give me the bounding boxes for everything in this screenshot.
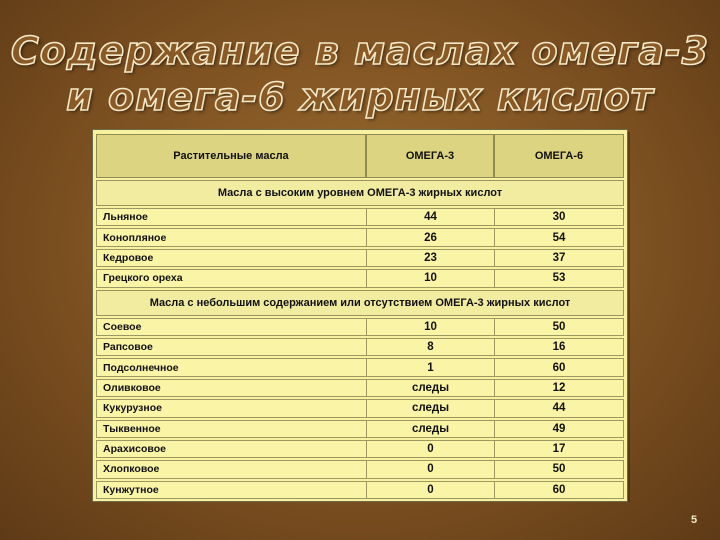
oil-name-cell: Хлопковое (96, 460, 366, 478)
table-row (96, 208, 624, 226)
omega3-cell: 1 (366, 358, 494, 376)
oil-name-cell: Рапсовое (96, 338, 366, 356)
table-row (96, 460, 624, 478)
omega6-cell: 60 (494, 358, 624, 376)
group-header-row (96, 180, 624, 206)
omega3-cell: 10 (366, 269, 494, 287)
table-row (96, 269, 624, 287)
header-oils: Растительные масла (96, 134, 366, 178)
table-row (96, 379, 624, 397)
oil-name-cell: Конопляное (96, 228, 366, 246)
omega6-cell: 50 (494, 460, 624, 478)
omega3-cell: 0 (366, 440, 494, 458)
oil-name-cell: Тыквенное (96, 420, 366, 438)
group-label: Масла с небольшим содержанием или отсутствием ОМЕГА-3 жирных кислот (96, 290, 624, 316)
omega6-cell: 54 (494, 228, 624, 246)
omega3-cell: 44 (366, 208, 494, 226)
table-row (96, 228, 624, 246)
omega3-cell: следы (366, 379, 494, 397)
omega6-cell: 37 (494, 249, 624, 267)
table-row (96, 399, 624, 417)
oil-name-cell: Подсолнечное (96, 358, 366, 376)
omega6-cell: 50 (494, 318, 624, 336)
omega-table (96, 132, 624, 501)
omega6-cell: 53 (494, 269, 624, 287)
table-row (96, 440, 624, 458)
title-line-2: и омега-6 жирных кислот (66, 75, 654, 119)
omega3-cell: 26 (366, 228, 494, 246)
table-row (96, 249, 624, 267)
oil-name-cell: Кукурузное (96, 399, 366, 417)
table-row (96, 338, 624, 356)
table-row (96, 420, 624, 438)
omega3-cell: 10 (366, 318, 494, 336)
oil-name-cell: Соевое (96, 318, 366, 336)
omega6-cell: 30 (494, 208, 624, 226)
omega6-cell: 60 (494, 481, 624, 499)
omega3-cell: 0 (366, 460, 494, 478)
title-line-1: Содержание в маслах омега-3 (10, 29, 710, 73)
table-row (96, 481, 624, 499)
omega6-cell: 12 (494, 379, 624, 397)
omega3-cell: следы (366, 399, 494, 417)
omega6-cell: 17 (494, 440, 624, 458)
omega6-cell: 16 (494, 338, 624, 356)
header-row (96, 134, 624, 178)
oil-name-cell: Грецкого ореха (96, 269, 366, 287)
oil-name-cell: Кунжутное (96, 481, 366, 499)
omega3-cell: 23 (366, 249, 494, 267)
header-omega3: ОМЕГА-3 (366, 134, 494, 178)
slide-title (0, 28, 720, 120)
page-number: 5 (691, 514, 698, 526)
omega6-cell: 49 (494, 420, 624, 438)
omega6-cell: 44 (494, 399, 624, 417)
oil-name-cell: Льняное (96, 208, 366, 226)
table-row (96, 318, 624, 336)
omega3-cell: 8 (366, 338, 494, 356)
omega3-cell: 0 (366, 481, 494, 499)
oil-name-cell: Кедровое (96, 249, 366, 267)
oil-name-cell: Арахисовое (96, 440, 366, 458)
group-label: Масла с высоким уровнем ОМЕГА-3 жирных кислот (96, 180, 624, 206)
oil-name-cell: Оливковое (96, 379, 366, 397)
group-header-row (96, 290, 624, 316)
header-omega6: ОМЕГА-6 (494, 134, 624, 178)
omega3-cell: следы (366, 420, 494, 438)
table-row (96, 358, 624, 376)
